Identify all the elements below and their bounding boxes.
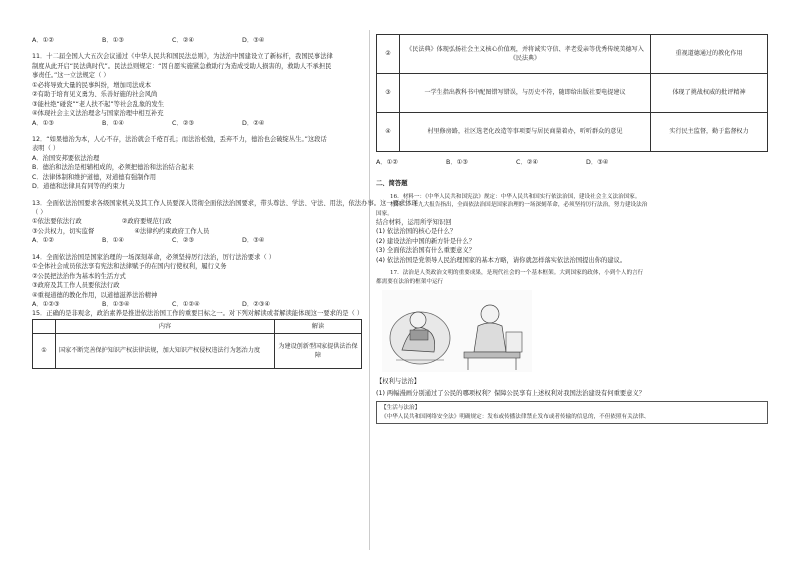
row-number: ③	[377, 74, 400, 113]
q13-item: ③公共权力，切实监督	[32, 227, 95, 235]
q15-stem-line: 15．正确的是非观念，政治素养是推进依法治国工作的重要目标之一。对下列对解读或者解读能体现这一要求的是（ ）	[32, 310, 364, 318]
row-reading: 重视道德通过的教化作用	[651, 35, 768, 74]
q14-stem-line: 14．全面依法治国是国家治理的一场深刻革命，必须坚持厉行法治，厉行法治要求（ ）	[32, 253, 275, 261]
q11-stem-line: 制度从此开启“民法典时代”。民法总则规定：“因自愿实施紧急救助行为造成受助人损害的，救助人不承担民	[32, 62, 332, 70]
q17-subquestion: (1) 两幅漫画分别通过了公民的哪项权利？保障公民享有上述权利对我国法治建设有何重要意义？	[376, 389, 646, 397]
q12-stem-line: 12．“如果德治为本，人心不存，法治就会千疮百孔；而法治松弛，丢弃不力，德治也会破绽丛生。”这段话	[32, 135, 327, 143]
q11-stem-line: 事责任。”这一立法规定（ ）	[32, 72, 110, 80]
q13-options	[32, 236, 362, 245]
table-header-reading: 解读	[275, 319, 362, 333]
q14-item: ④重视道德的教化作用，以道德滋养法治精神	[32, 291, 158, 299]
row-reading: 实行民主监督，勤于监督权力	[651, 113, 768, 152]
q14-option-d: D．②③④	[242, 300, 271, 308]
q12-choice-a: A．治国安邦要依法治理	[32, 154, 100, 162]
q16-subquestion: (1) 依法治国的核心是什么？	[376, 228, 457, 236]
q13-item: ②政府要规范行政	[121, 218, 172, 226]
q12-stem-line: 表明（ ）	[32, 145, 60, 153]
q13-stem-line: 13．全面依法治国要求各级国家机关及其工作人员要深入贯彻全面依法治国要求，带头尊法、学法、守法、用法，依法办事。这一要求体现	[32, 199, 418, 207]
question-17	[376, 269, 768, 424]
q11-option-d: D．②④	[242, 119, 265, 127]
row-content: 一学生指出教科书中配图错写错误，与历史不符，随即给出版社要电提建议	[400, 74, 651, 113]
q11-options	[32, 119, 362, 128]
q13-option-a: A．①②	[32, 237, 54, 245]
q16-subquestion: (4) 依法治国是党领导人民治理国家的基本方略，请你就怎样落实依法治国提出你的建议。	[376, 256, 627, 264]
right-column	[376, 34, 768, 424]
q16-material-line: 国家。	[376, 210, 393, 217]
q17-material-box	[376, 401, 768, 424]
q10-options	[32, 36, 362, 45]
q16-subquestion: (3) 全面依法治国有什么重要意义？	[376, 247, 476, 255]
column-divider	[369, 30, 370, 550]
q10-option-a: A．①②	[32, 37, 54, 44]
q14-options	[32, 300, 362, 309]
q16-material-line: 16．材料一：《中华人民共和国宪法》规定：中华人民共和国实行依法治国，建设社会主义法治国家。	[390, 193, 641, 200]
q15-option-d: D．③④	[586, 159, 609, 166]
q12-choice-d: D．道德和法律具有同等的约束力	[32, 183, 126, 191]
row-number: ②	[377, 35, 400, 74]
question-15	[32, 309, 362, 369]
q17-intro-line: 都需要在法治的框架中运行	[376, 278, 444, 285]
q11-option-b: B．①④	[102, 119, 124, 127]
q13-option-c: C．②③	[172, 237, 194, 245]
q12-choice-b: B．德治和法治是相辅相成的，必须把德治和法治结合起来	[32, 164, 194, 172]
q11-option-a: A．①③	[32, 119, 54, 127]
q11-item: ②有助于培育见义勇为、乐善好施的社会风尚	[32, 91, 158, 99]
q17-box-text: 《中华人民共和国网络安全法》明确规定：发布或传播法律禁止发布或者传输的信息的，不但依照有关法律、	[381, 413, 650, 420]
q16-material-line: 材料二：十九大报告指出，全面依法治国是国家治理的一场深刻革命，必须坚持厉行法治，努力建设法治	[390, 202, 648, 209]
q15-option-b: B．①③	[446, 159, 468, 166]
q15-option-a: A．①②	[376, 159, 398, 166]
row-reading: 为建设创新型国家提供法治保障	[275, 333, 362, 368]
row-content: 村里修房路，社区选老化改造等事项要与居民商量着办，听听群众的意见	[400, 113, 651, 152]
cartoon-illustration	[382, 290, 532, 372]
section-title-short-answer: 二、简答题	[376, 180, 408, 188]
table-header-content: 内容	[56, 319, 275, 333]
q13-item: ①依法要依法行政	[32, 218, 82, 226]
row-reading: 体现了挑战权威的批评精神	[651, 74, 768, 113]
row-number: ④	[377, 113, 400, 152]
q11-option-c: C．②③	[172, 119, 194, 127]
q13-option-b: B．①④	[102, 237, 124, 245]
table-row	[33, 333, 362, 368]
q13-stem-line: （ ）	[32, 209, 47, 216]
table-row	[377, 74, 768, 113]
cartoon-left-figure	[390, 312, 450, 364]
q11-item: ③能杜绝“碰瓷”“老人扶不起”等社会乱象的发生	[32, 100, 165, 108]
q16-prompt: 结合材料，运用所学知识回	[376, 219, 452, 227]
q10-option-c: C．②④	[172, 37, 194, 44]
q10-option-d: D．③④	[242, 37, 265, 44]
q17-caption: 【权利与法治】	[376, 378, 421, 386]
table-row	[377, 35, 768, 74]
q11-item: ①必将导致大量的民事纠纷，增加司法成本	[32, 81, 151, 89]
q15-option-c: C．②④	[516, 159, 538, 166]
row-content: 国家不断完善保护知识产权法律法规，加大知识产权侵权违法行为惩治力度	[56, 333, 275, 368]
question-14	[32, 253, 362, 310]
table-header-row	[33, 319, 362, 333]
q13-option-d: D．③④	[242, 237, 265, 245]
q15-options	[376, 158, 768, 167]
q14-item: ③政府及其工作人员要依法行政	[32, 282, 120, 290]
q11-stem-line: 11．十二届全国人大五次会议通过《中华人民共和国民法总则》，为法治中国建设立了新标杆，我国民事法律	[32, 53, 333, 61]
q17-intro-line: 17．法治是人类政治文明的重要成果，是现代社会的一个基本框架。大到国家的政体，小到个人的言行	[390, 270, 644, 277]
q16-subquestion: (2) 建设法治中国的新方针是什么？	[376, 237, 476, 245]
q13-item: ④法律约约束政府工作人员	[134, 227, 210, 235]
q12-choice-c: C．法律体制和维护道德，对道德有强制作用	[32, 173, 157, 181]
q14-option-a: A．①②③	[32, 300, 60, 308]
q14-item: ②公民把法治作为基本的生活方式	[32, 272, 126, 280]
row-content: 《民法典》体现弘扬社会主义核心价值观，并将诚实守信、孝老爱亲等优秀传统美德写入《民法典》	[400, 35, 651, 74]
q14-option-b: B．①③④	[102, 300, 130, 308]
row-number: ①	[33, 333, 56, 368]
question-11	[32, 52, 362, 128]
q15-table	[32, 319, 362, 369]
table-row	[377, 113, 768, 152]
q15-table-continued	[376, 34, 768, 152]
q17-box-title: 【生活与法治】	[381, 405, 421, 412]
q11-item: ④体现社会主义法治理念与国家治理中相互补充	[32, 110, 164, 118]
q14-option-c: C．①②④	[172, 300, 200, 308]
question-16	[376, 193, 768, 265]
q14-item: ①全体社会成员依法享有宪法和法律赋予的在国内行使权利，履行义务	[32, 263, 227, 271]
table-header-no	[33, 319, 56, 333]
q10-option-b: B．①③	[102, 37, 124, 44]
question-12	[32, 135, 362, 192]
